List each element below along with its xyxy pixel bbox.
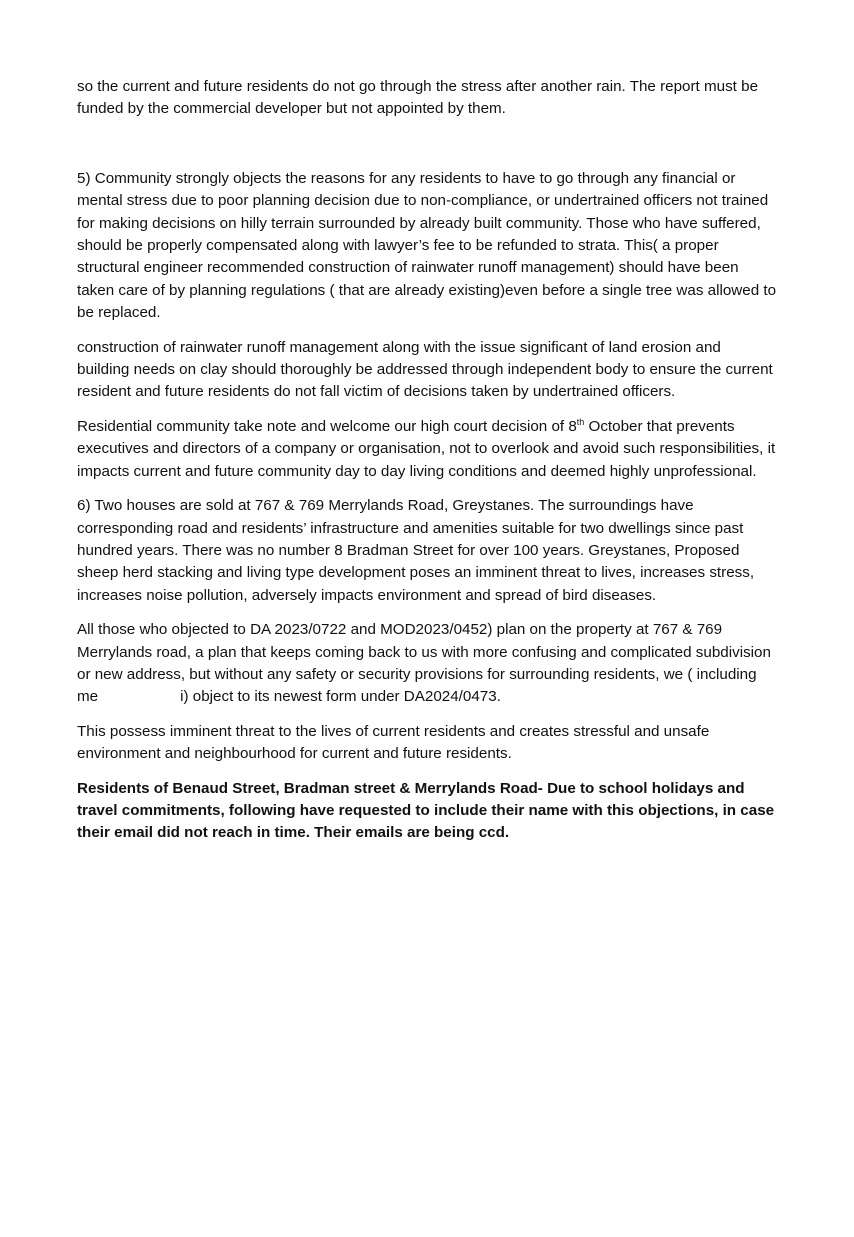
paragraph-report-funding: so the current and future residents do not go through the stress after another rain. The report must be funded by the commercial developer but not appointed by them.: [77, 78, 759, 118]
paragraph-objection-da: [77, 619, 777, 709]
document-body: [77, 76, 777, 857]
high-court-text-end: October that prevents executives and directors of a company or organisation, not to overlook and avoid such responsibilities, it impacts current and future community day to day living conditions and deemed highly unprofessional.: [77, 417, 776, 480]
paragraph-item-5-objection: 5) Community strongly objects the reasons for any residents to have to go through any financial or mental stress due to poor planning decision due to non-compliance, or undertrained officers not trained for making decisions on hilly terrain surrounded by already built community. Those who have suffered, should be properly compensated along with lawyer’s fee to be refunded to strata. This( a proper structural engineer recommended construction of rainwater runoff management) should have been taken care of by planning regulations ( that are already existing)even before a single tree was allowed to be replaced.: [77, 169, 777, 322]
paragraph-residents-note: Residents of Benaud Street, Bradman street & Merrylands Road- Due to school holidays and travel commitments, following have requested to include their name with this objections, in case their email did not reach in time. Their emails are being ccd.: [77, 779, 775, 842]
paragraph-rainwater-runoff: construction of rainwater runoff management along with the issue significant of land erosion and building needs on clay should thoroughly be addressed through independent body to ensure the current resident and future residents do not fall victim of decisions taken by undertrained officers.: [77, 338, 773, 401]
high-court-text-start: Residential community take note and welcome our high court decision of 8: [77, 417, 577, 435]
paragraph-imminent-threat: This possess imminent threat to the lives of current residents and creates stressful and unsafe environment and neighbourhood for current and future residents.: [77, 722, 710, 763]
objection-text-end: i) object to its newest form under DA2024/0473.: [180, 688, 501, 706]
ordinal-suffix: th: [576, 416, 585, 427]
paragraph-item-6-houses: 6) Two houses are sold at 767 & 769 Merrylands Road, Greystanes. The surroundings have corresponding road and residents’ infrastructure and amenities suitable for two dwellings since past hundred years. There was no number 8 Bradman Street for over 100 years. Greystanes, Proposed sheep herd stacking and living type development poses an imminent threat to lives, increases stress, increases noise pollution, adversely impacts environment and spread of bird diseases.: [77, 497, 755, 604]
objection-text-start: All those who objected to DA 2023/0722 and MOD2023/0452) plan on the property at 767 & 769 Merrylands road, a plan that keeps coming back to us with more confusing and complicated subdivision or new address, but without any safety or security provisions for surrounding residents, we ( including me: [77, 621, 771, 706]
paragraph-high-court-decision: [77, 416, 777, 483]
